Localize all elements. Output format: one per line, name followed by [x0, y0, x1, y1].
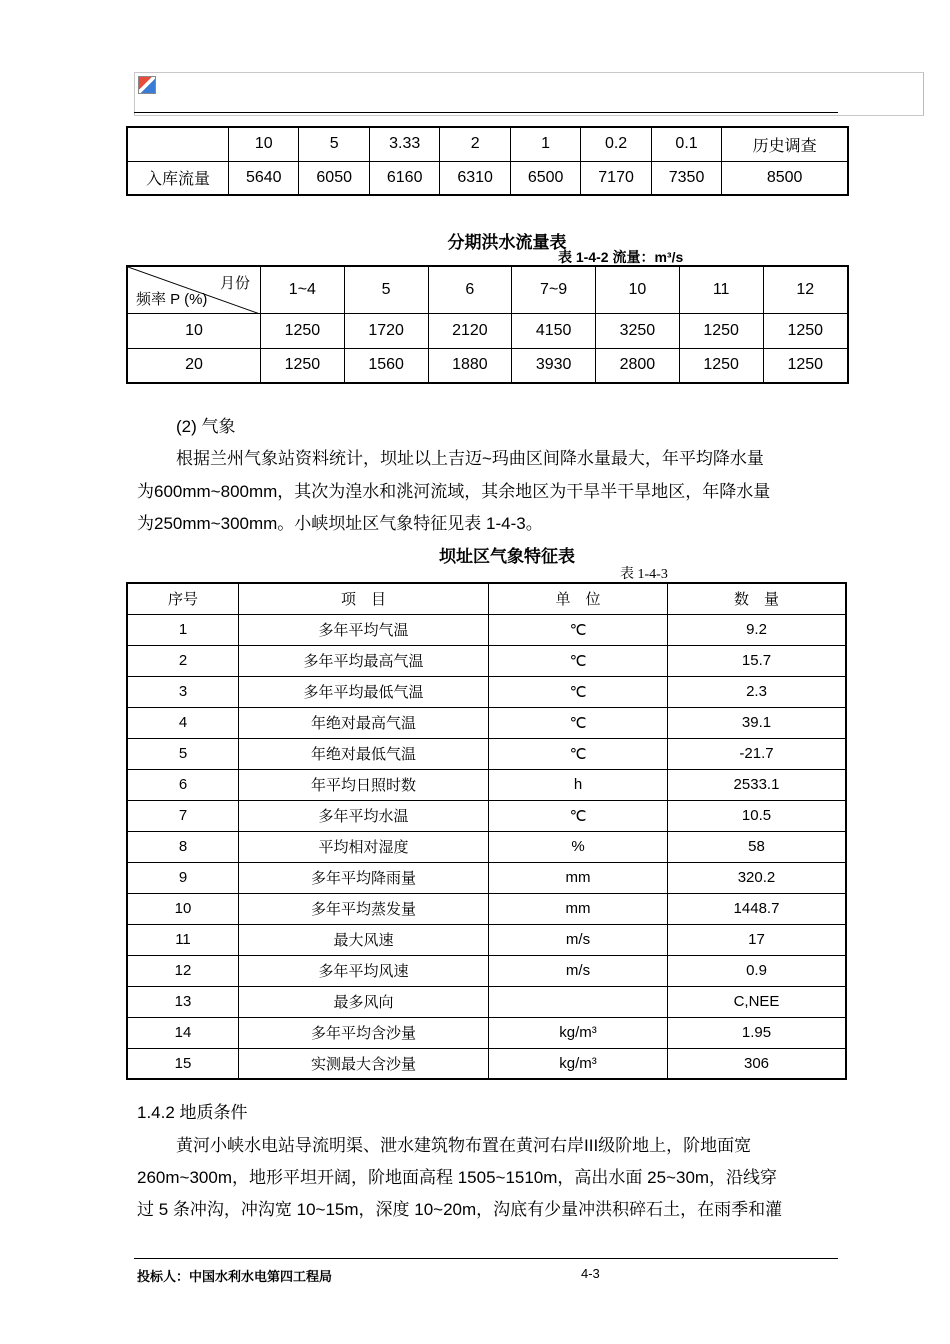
unit-cell: % — [489, 831, 668, 862]
unit-cell: kg/m³ — [489, 1017, 668, 1048]
value-cell: 0.9 — [668, 955, 847, 986]
item-cell: 最大风速 — [239, 924, 489, 955]
freq-cell: 2 — [440, 127, 510, 161]
flow-cell: 2120 — [428, 313, 512, 348]
table2-title: 分期洪水流量表 — [447, 233, 567, 252]
flow-cell: 1720 — [344, 313, 428, 348]
row-number-cell: 7 — [127, 800, 239, 831]
value-cell: 6310 — [440, 161, 510, 195]
row-number-cell: 3 — [127, 676, 239, 707]
value-cell: 7170 — [581, 161, 651, 195]
value-cell: 306 — [668, 1048, 847, 1079]
value-cell: 6160 — [369, 161, 439, 195]
unit-cell: ℃ — [489, 800, 668, 831]
meteorology-row — [127, 955, 846, 986]
freq-cell: 0.2 — [581, 127, 651, 161]
flow-cell: 1250 — [763, 348, 848, 383]
header-cell: 序号 — [127, 583, 239, 614]
meteorology-row — [127, 676, 846, 707]
corner-diagonal-line — [128, 267, 260, 314]
month-cell: 12 — [763, 266, 848, 313]
value-cell: 10.5 — [668, 800, 847, 831]
heading-text: 1.4.2 地质条件 — [137, 1103, 248, 1122]
table3-title: 坝址区气象特征表 — [439, 547, 575, 566]
freq-cell: 10 — [229, 127, 299, 161]
unit-cell: ℃ — [489, 707, 668, 738]
flow-cell: 1250 — [261, 348, 345, 383]
value-cell: -21.7 — [668, 738, 847, 769]
unit-cell: h — [489, 769, 668, 800]
value-cell: 2533.1 — [668, 769, 847, 800]
value-cell: 6050 — [299, 161, 369, 195]
meteorology-row — [127, 1048, 846, 1079]
item-cell: 多年平均水温 — [239, 800, 489, 831]
month-cell: 10 — [596, 266, 680, 313]
flow-cell: 1250 — [679, 348, 763, 383]
unit-cell: ℃ — [489, 676, 668, 707]
paragraph-line: 260m~300m，地形平坦开阔，阶地面高程 1505~1510m，高出水面 25~30m，沿线穿 — [137, 1168, 778, 1187]
month-cell: 7~9 — [512, 266, 596, 313]
freq-cell: 历史调查 — [722, 127, 848, 161]
header-cell: 单 位 — [489, 583, 668, 614]
unit-cell — [489, 986, 668, 1017]
flow-cell: 1250 — [261, 313, 345, 348]
value-cell: 39.1 — [668, 707, 847, 738]
inflow-value-row — [127, 161, 848, 195]
item-cell: 多年平均风速 — [239, 955, 489, 986]
item-cell: 多年平均含沙量 — [239, 1017, 489, 1048]
value-cell: C,NEE — [668, 986, 847, 1017]
item-cell: 平均相对湿度 — [239, 831, 489, 862]
row-number-cell: 5 — [127, 738, 239, 769]
inflow-header-row — [127, 127, 848, 161]
section-heading: (2) 气象 — [176, 417, 236, 436]
row-label: 入库流量 — [127, 161, 229, 195]
meteorology-row — [127, 800, 846, 831]
value-cell: 7350 — [651, 161, 721, 195]
flow-cell: 2800 — [596, 348, 680, 383]
value-cell: 320.2 — [668, 862, 847, 893]
value-cell: 6500 — [510, 161, 580, 195]
inflow-table — [126, 126, 849, 196]
meteorology-row — [127, 831, 846, 862]
freq-p-cell: 10 — [127, 313, 261, 348]
freq-cell: 1 — [510, 127, 580, 161]
item-cell: 实测最大含沙量 — [239, 1048, 489, 1079]
row-number-cell: 10 — [127, 893, 239, 924]
meteorology-row — [127, 893, 846, 924]
value-cell: 17 — [668, 924, 847, 955]
unit-cell: ℃ — [489, 738, 668, 769]
meteorology-row — [127, 924, 846, 955]
row-number-cell: 2 — [127, 645, 239, 676]
item-cell: 年绝对最低气温 — [239, 738, 489, 769]
row-number-cell: 12 — [127, 955, 239, 986]
seasonal-row — [127, 313, 848, 348]
value-cell: 9.2 — [668, 614, 847, 645]
meteorology-row — [127, 614, 846, 645]
flow-cell: 4150 — [512, 313, 596, 348]
corner-cell — [127, 127, 229, 161]
meteorology-row — [127, 645, 846, 676]
header-rule — [134, 112, 838, 113]
freq-p-cell: 20 — [127, 348, 261, 383]
item-cell: 最多风向 — [239, 986, 489, 1017]
value-cell: 1448.7 — [668, 893, 847, 924]
header-logo-icon — [138, 76, 156, 94]
table3-caption: 表 1-4-3 — [620, 567, 668, 582]
meteorology-row — [127, 1017, 846, 1048]
unit-cell: m/s — [489, 924, 668, 955]
section-heading — [137, 1097, 248, 1129]
paragraph-line: 黄河小峡水电站导流明渠、泄水建筑物布置在黄河右岸III级阶地上，阶地面宽 — [176, 1136, 752, 1155]
row-number-cell: 1 — [127, 614, 239, 645]
item-cell: 多年平均气温 — [239, 614, 489, 645]
paragraph-line: 为600mm~800mm，其次为湟水和洮河流域，其余地区为干旱半干旱地区，年降水量 — [137, 482, 771, 501]
flow-cell: 3930 — [512, 348, 596, 383]
footer-rule — [134, 1258, 838, 1259]
corner-freq-label: 频率 P (%) — [136, 290, 208, 308]
value-cell: 15.7 — [668, 645, 847, 676]
freq-cell: 3.33 — [369, 127, 439, 161]
footer-page-number: 4-3 — [581, 1266, 600, 1281]
month-cell: 1~4 — [261, 266, 345, 313]
row-number-cell: 11 — [127, 924, 239, 955]
value-cell: 2.3 — [668, 676, 847, 707]
flow-cell: 3250 — [596, 313, 680, 348]
table2-caption: 表 1-4-2 流量：m³/s — [558, 249, 684, 265]
header-cell: 数 量 — [668, 583, 847, 614]
value-cell: 58 — [668, 831, 847, 862]
item-cell: 年绝对最高气温 — [239, 707, 489, 738]
freq-cell: 5 — [299, 127, 369, 161]
header-cell: 项 目 — [239, 583, 489, 614]
month-cell: 5 — [344, 266, 428, 313]
meteorology-table — [126, 582, 847, 1080]
row-number-cell: 14 — [127, 1017, 239, 1048]
meteorology-row — [127, 986, 846, 1017]
paragraph-line: 为250mm~300mm。小峡坝址区气象特征见表 1-4-3。 — [137, 514, 543, 533]
item-cell: 多年平均最低气温 — [239, 676, 489, 707]
unit-cell: mm — [489, 893, 668, 924]
flow-cell: 1250 — [679, 313, 763, 348]
item-cell: 多年平均最高气温 — [239, 645, 489, 676]
meteorology-header-row — [127, 583, 846, 614]
seasonal-row — [127, 348, 848, 383]
meteorology-row — [127, 707, 846, 738]
footer-bidder: 投标人：中国水利水电第四工程局 — [137, 1269, 333, 1284]
row-number-cell: 6 — [127, 769, 239, 800]
meteorology-row — [127, 738, 846, 769]
row-number-cell: 4 — [127, 707, 239, 738]
month-cell: 11 — [679, 266, 763, 313]
unit-cell: m/s — [489, 955, 668, 986]
flow-cell: 1560 — [344, 348, 428, 383]
meteorology-row — [127, 862, 846, 893]
item-cell: 多年平均蒸发量 — [239, 893, 489, 924]
unit-cell: kg/m³ — [489, 1048, 668, 1079]
row-number-cell: 9 — [127, 862, 239, 893]
value-cell: 5640 — [229, 161, 299, 195]
freq-cell: 0.1 — [651, 127, 721, 161]
corner-month-label: 月份 — [219, 274, 250, 292]
value-cell: 8500 — [722, 161, 848, 195]
unit-cell: ℃ — [489, 645, 668, 676]
flow-cell: 1880 — [428, 348, 512, 383]
month-cell: 6 — [428, 266, 512, 313]
value-cell: 1.95 — [668, 1017, 847, 1048]
unit-cell: ℃ — [489, 614, 668, 645]
header-frame — [134, 72, 924, 116]
item-cell: 多年平均降雨量 — [239, 862, 489, 893]
item-cell: 年平均日照时数 — [239, 769, 489, 800]
unit-cell: mm — [489, 862, 668, 893]
meteorology-row — [127, 769, 846, 800]
paragraph-line: 根据兰州气象站资料统计，坝址以上吉迈~玛曲区间降水量最大，年平均降水量 — [176, 449, 764, 468]
row-number-cell: 8 — [127, 831, 239, 862]
flow-cell: 1250 — [763, 313, 848, 348]
row-number-cell: 13 — [127, 986, 239, 1017]
row-number-cell: 15 — [127, 1048, 239, 1079]
paragraph-line: 过 5 条冲沟，冲沟宽 10~15m，深度 10~20m，沟底有少量冲洪积碎石土，在雨季和灌 — [137, 1200, 783, 1219]
